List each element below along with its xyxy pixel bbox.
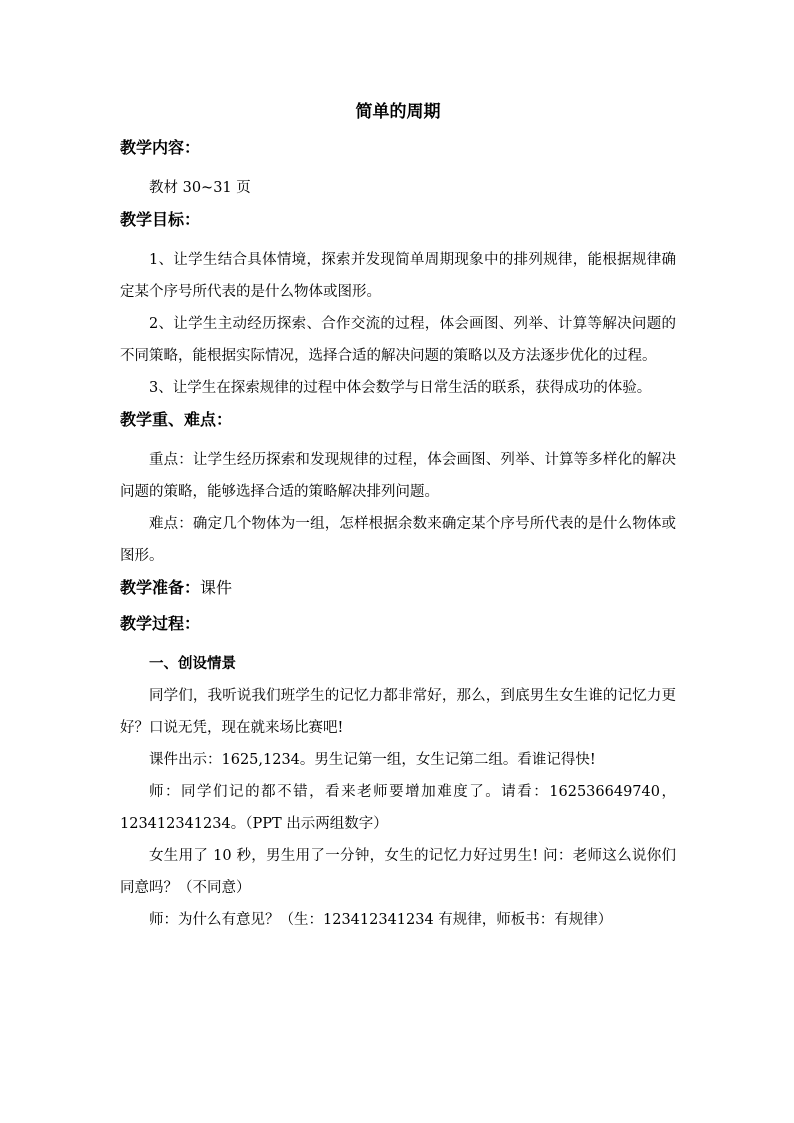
document-page	[120, 100, 676, 936]
document-title: 简单的周期	[355, 102, 441, 122]
process-paragraph: 课件出示：1625,1234。男生记第一组，女生记第二组。看谁记得快!	[149, 752, 596, 768]
goals-heading: 教学目标：	[120, 210, 201, 229]
process-heading: 教学过程：	[120, 614, 201, 633]
prep-text: 课件	[200, 578, 233, 597]
section-title: 一、创设情景	[149, 655, 236, 672]
process-paragraph: 师：为什么有意见？（生：123412341234 有规律，师板书：有规律）	[149, 912, 613, 928]
process-paragraph: 同学们，我听说我们班学生的记忆力都非常好，那么，到底男生女生谁的记忆力更好？口说无凭，现在就来场比赛吧!	[120, 688, 676, 736]
goal-item: 1、让学生结合具体情境，探索并发现简单周期现象中的排列规律，能根据规律确定某个序号所代表的是什么物体或图形。	[120, 252, 676, 300]
prep-line	[120, 576, 676, 600]
prep-heading: 教学准备：	[120, 578, 201, 597]
key-point: 重点：让学生经历探索和发现规律的过程，体会画图、列举、计算等多样化的解决问题的策略，能够选择合适的策略解决排列问题。	[120, 452, 676, 500]
process-paragraph: 女生用了 10 秒，男生用了一分钟，女生的记忆力好过男生! 问：老师这么说你们同意吗？（不同意）	[120, 848, 676, 896]
goal-item: 2、让学生主动经历探索、合作交流的过程，体会画图、列举、计算等解决问题的不同策略，能根据实际情况，选择合适的解决问题的策略以及方法逐步优化的过程。	[120, 316, 676, 364]
content-heading: 教学内容：	[120, 138, 201, 157]
content-text: 教材 30~31 页	[149, 180, 251, 196]
process-paragraph: 师：同学们记的都不错，看来老师要增加难度了。请看：162536649740，123412341234。（PPT 出示两组数字）	[120, 784, 676, 832]
goal-item: 3、让学生在探索规律的过程中体会数学与日常生活的联系，获得成功的体验。	[149, 380, 652, 396]
key-points-heading: 教学重、难点：	[120, 410, 233, 429]
difficult-point: 难点：确定几个物体为一组，怎样根据余数来确定某个序号所代表的是什么物体或图形。	[120, 516, 676, 564]
